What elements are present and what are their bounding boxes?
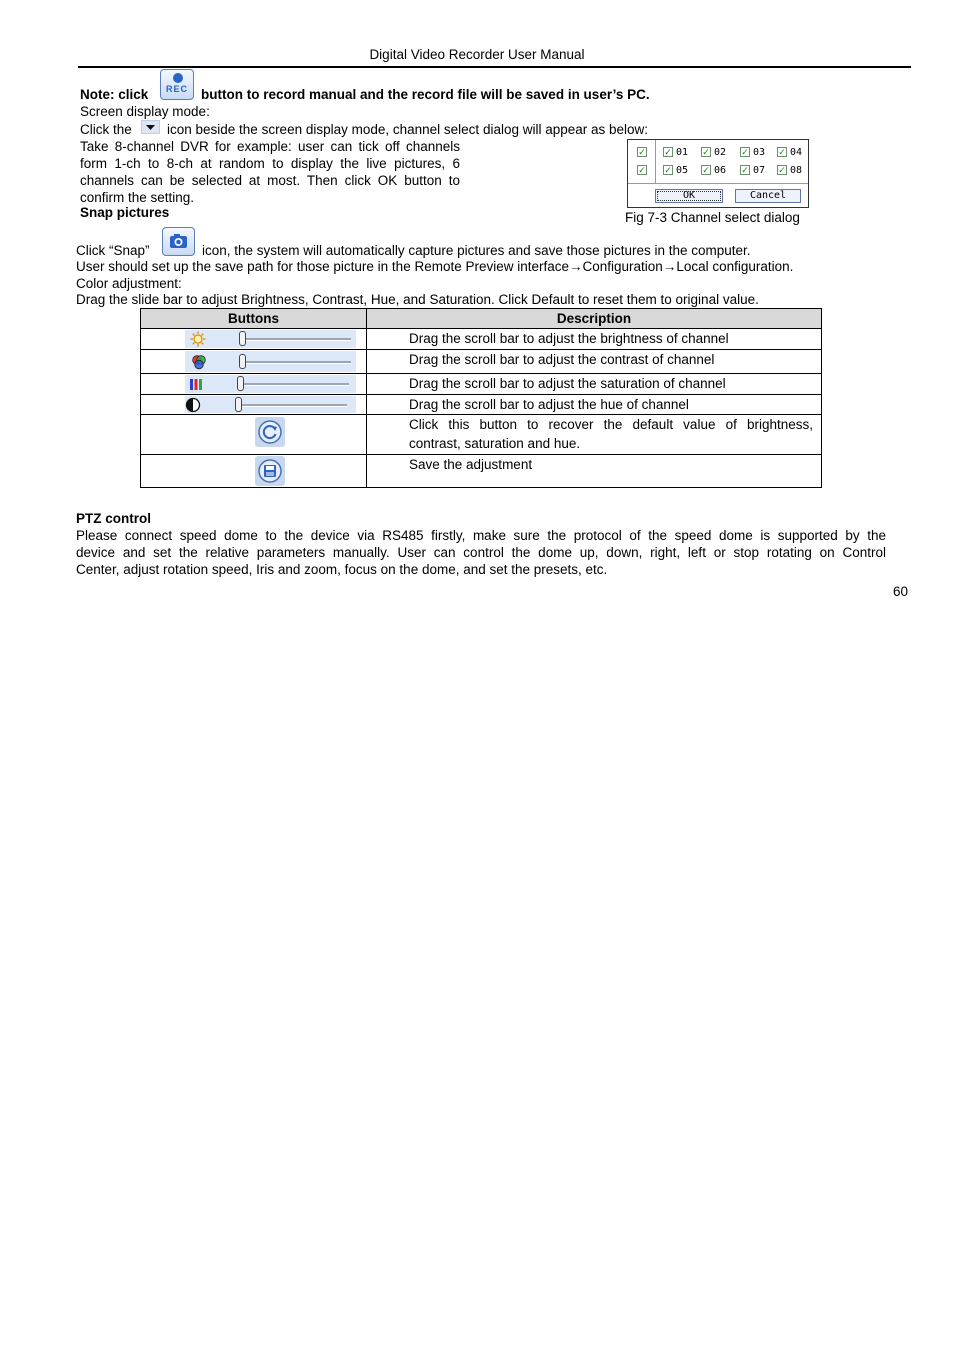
slider-track[interactable] (243, 338, 351, 341)
note-prefix: Note: click (80, 87, 149, 102)
channel-checkbox[interactable]: ✓ (741, 147, 749, 157)
note-suffix: button to record manual and the record file will be saved in user’s PC. (201, 87, 650, 102)
snap-path-line: User should set up the save path for those picture in the Remote Preview interface→Configuration→Local configuration. (76, 259, 794, 274)
header-rule (78, 66, 911, 68)
hue-slider-thumb[interactable] (235, 397, 242, 412)
table-row (141, 395, 822, 415)
table-row (141, 415, 822, 455)
color-intro: Drag the slide bar to adjust Brightness, Contrast, Hue, and Saturation. Click Default to reset them to original value. (76, 292, 759, 307)
saturation-slider-thumb[interactable] (237, 376, 244, 391)
screen-display-heading: Screen display mode: (80, 104, 210, 119)
save-button[interactable] (255, 456, 285, 486)
channel-label: 06 (714, 165, 727, 176)
snap-heading: Snap pictures (80, 205, 170, 220)
brightness-slider-cell (141, 329, 367, 350)
table-row (141, 329, 822, 350)
contrast-slider-cell (141, 350, 367, 374)
channel-checkbox[interactable]: ✓ (778, 165, 786, 175)
snap-prefix: Click “Snap” (76, 243, 150, 258)
row-description-line: contrast, saturation and hue. (409, 436, 581, 451)
table-row (141, 374, 822, 395)
channel-label: 03 (753, 147, 766, 158)
channel-label: 07 (753, 165, 766, 176)
save-button-cell (141, 455, 367, 488)
row-description: Drag the scroll bar to adjust the brightness of channel (367, 329, 822, 350)
row-description: Save the adjustment (367, 455, 822, 488)
snap-suffix: icon, the system will automatically capture pictures and save those pictures in the computer. (202, 243, 751, 258)
document-header: Digital Video Recorder User Manual (369, 47, 585, 62)
channel-select-dialog (627, 139, 809, 208)
saturation-slider-cell (141, 374, 367, 395)
cancel-button[interactable]: Cancel (735, 189, 801, 203)
page-number: 60 (893, 584, 909, 599)
dialog-divider (628, 183, 808, 184)
click-suffix: icon beside the screen display mode, channel select dialog will appear as below: (167, 122, 649, 137)
dialog-divider (655, 140, 656, 183)
row-description: Drag the scroll bar to adjust the contrast of channel (367, 350, 822, 374)
ptz-line-2: device and set the relative parameters manually. User can control the dome up, down, right, left or stop rotating on Control (76, 545, 886, 560)
hue-slider-cell (141, 395, 367, 415)
channel-checkbox[interactable]: ✓ (778, 147, 786, 157)
contrast-slider-thumb[interactable] (239, 354, 246, 369)
color-adjust-table (140, 308, 822, 488)
figure-caption: Fig 7-3 Channel select dialog (625, 210, 800, 225)
para-line-3: channels can be selected at most. Then click OK button to (80, 173, 460, 188)
header-buttons: Buttons (141, 309, 367, 329)
dropdown-arrow-icon (141, 120, 160, 134)
color-heading: Color adjustment: (76, 276, 182, 291)
row-description (367, 415, 822, 455)
channel-checkbox[interactable]: ✓ (741, 165, 749, 175)
slider-track[interactable] (241, 383, 349, 386)
slider-track[interactable] (239, 404, 347, 407)
row-select-all-checkbox[interactable]: ✓ (638, 165, 646, 175)
channel-checkbox[interactable]: ✓ (664, 147, 672, 157)
channel-checkbox[interactable]: ✓ (664, 165, 672, 175)
row-description-line: Click this button to recover the default value of brightness, (409, 417, 813, 432)
rec-button-icon: REC (160, 69, 194, 100)
hue-icon (185, 397, 201, 413)
channel-checkbox[interactable]: ✓ (702, 147, 710, 157)
ptz-heading: PTZ control (76, 511, 151, 526)
table-row (141, 455, 822, 488)
row-select-all-checkbox[interactable]: ✓ (638, 147, 646, 157)
saturation-icon (188, 376, 204, 392)
camera-icon (162, 227, 195, 256)
ok-button[interactable]: OK (655, 189, 723, 203)
slider-track[interactable] (243, 361, 351, 364)
para-line-2: form 1-ch to 8-ch at random to display the live pictures, 6 (80, 156, 460, 171)
default-button-cell (141, 415, 367, 455)
row-description: Drag the scroll bar to adjust the saturation of channel (367, 374, 822, 395)
channel-label: 02 (714, 147, 727, 158)
header-description: Description (367, 309, 822, 329)
brightness-icon (190, 331, 206, 347)
contrast-icon (191, 354, 207, 370)
click-prefix: Click the (80, 122, 132, 137)
brightness-slider-thumb[interactable] (239, 331, 246, 346)
para-line-4: confirm the setting. (80, 190, 195, 205)
channel-checkbox[interactable]: ✓ (702, 165, 710, 175)
save-icon (255, 456, 285, 486)
row-description: Drag the scroll bar to adjust the hue of channel (367, 395, 822, 415)
default-reset-icon (255, 417, 285, 447)
channel-label: 05 (676, 165, 689, 176)
channel-label: 04 (790, 147, 803, 158)
para-line-1: Take 8-channel DVR for example: user can tick off channels (80, 139, 460, 154)
channel-label: 01 (676, 147, 689, 158)
ptz-line-1: Please connect speed dome to the device via RS485 firstly, make sure the protocol of the speed dome is supported by the (76, 528, 886, 543)
table-header-row (141, 309, 822, 329)
channel-label: 08 (790, 165, 803, 176)
ptz-line-3: Center, adjust rotation speed, Iris and zoom, focus on the dome, and set the presets, etc. (76, 562, 608, 577)
default-reset-button[interactable] (255, 417, 285, 447)
table-row (141, 350, 822, 374)
